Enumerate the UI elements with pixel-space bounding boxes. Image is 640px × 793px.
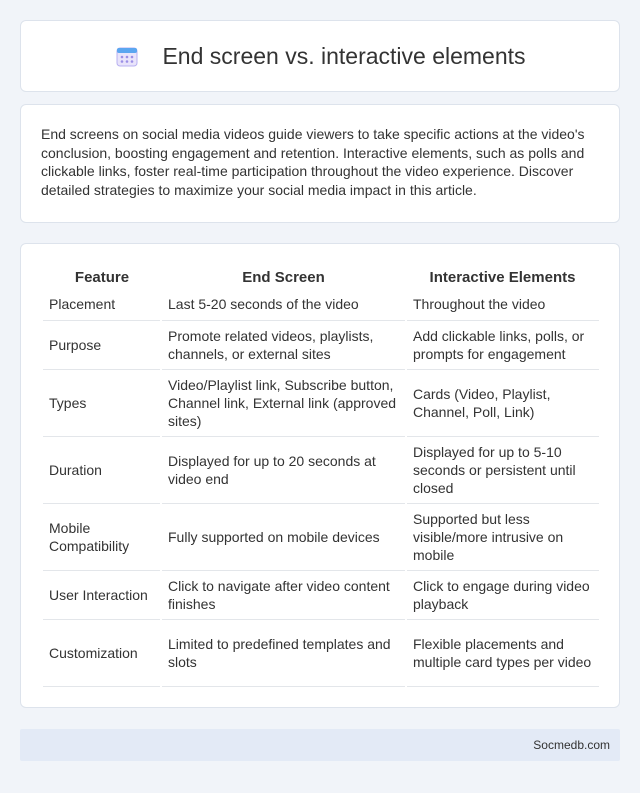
table-row <box>43 288 599 320</box>
row-end-screen: Promote related videos, playlists, channels, or external sites <box>161 320 406 369</box>
table-header-row <box>43 266 599 288</box>
footer-site-name: Socmedb.com <box>533 738 610 752</box>
comparison-card <box>20 243 620 708</box>
row-end-screen: Last 5-20 seconds of the video <box>161 288 406 320</box>
row-interactive: Cards (Video, Playlist, Channel, Poll, Link) <box>406 369 599 436</box>
row-interactive: Supported but less visible/more intrusive on mobile <box>406 503 599 570</box>
page-title: End screen vs. interactive elements <box>162 42 526 69</box>
row-end-screen: Displayed for up to 20 seconds at video end <box>161 436 406 503</box>
table-row <box>43 503 599 570</box>
table-row <box>43 436 599 503</box>
calendar-icon <box>114 43 140 69</box>
table-row <box>43 320 599 369</box>
row-end-screen: Click to navigate after video content finishes <box>161 570 406 619</box>
row-end-screen: Fully supported on mobile devices <box>161 503 406 570</box>
table-row <box>43 619 599 686</box>
row-feature: Placement <box>43 288 161 320</box>
row-interactive: Flexible placements and multiple card types per video <box>406 619 599 686</box>
row-interactive: Click to engage during video playback <box>406 570 599 619</box>
row-end-screen: Video/Playlist link, Subscribe button, Channel link, External link (approved sites) <box>161 369 406 436</box>
intro-text: End screens on social media videos guide viewers to take specific actions at the video's conclusion, boosting engagement and retention. Interactive elements, such as polls and clickable links, foster real-time participation throughout the video experience. Discover detailed strategies to maximize your social media impact in this article. <box>41 126 585 198</box>
header-interactive-elements: Interactive Elements <box>429 269 576 286</box>
row-feature: Mobile Compatibility <box>43 503 161 570</box>
table-row <box>43 570 599 619</box>
row-feature: Duration <box>43 436 161 503</box>
intro-card <box>20 104 620 223</box>
row-feature: Customization <box>43 619 161 686</box>
row-feature: Types <box>43 369 161 436</box>
row-end-screen: Limited to predefined templates and slots <box>161 619 406 686</box>
row-interactive: Add clickable links, polls, or prompts for engagement <box>406 320 599 369</box>
row-interactive: Displayed for up to 5-10 seconds or persistent until closed <box>406 436 599 503</box>
title-card <box>20 20 620 92</box>
footer-bar <box>20 729 620 761</box>
row-feature: User Interaction <box>43 570 161 619</box>
header-feature: Feature <box>74 269 130 286</box>
table-row <box>43 369 599 436</box>
header-end-screen: End Screen <box>242 269 325 286</box>
row-feature: Purpose <box>43 320 161 369</box>
comparison-table <box>43 266 599 687</box>
row-interactive: Throughout the video <box>406 288 599 320</box>
